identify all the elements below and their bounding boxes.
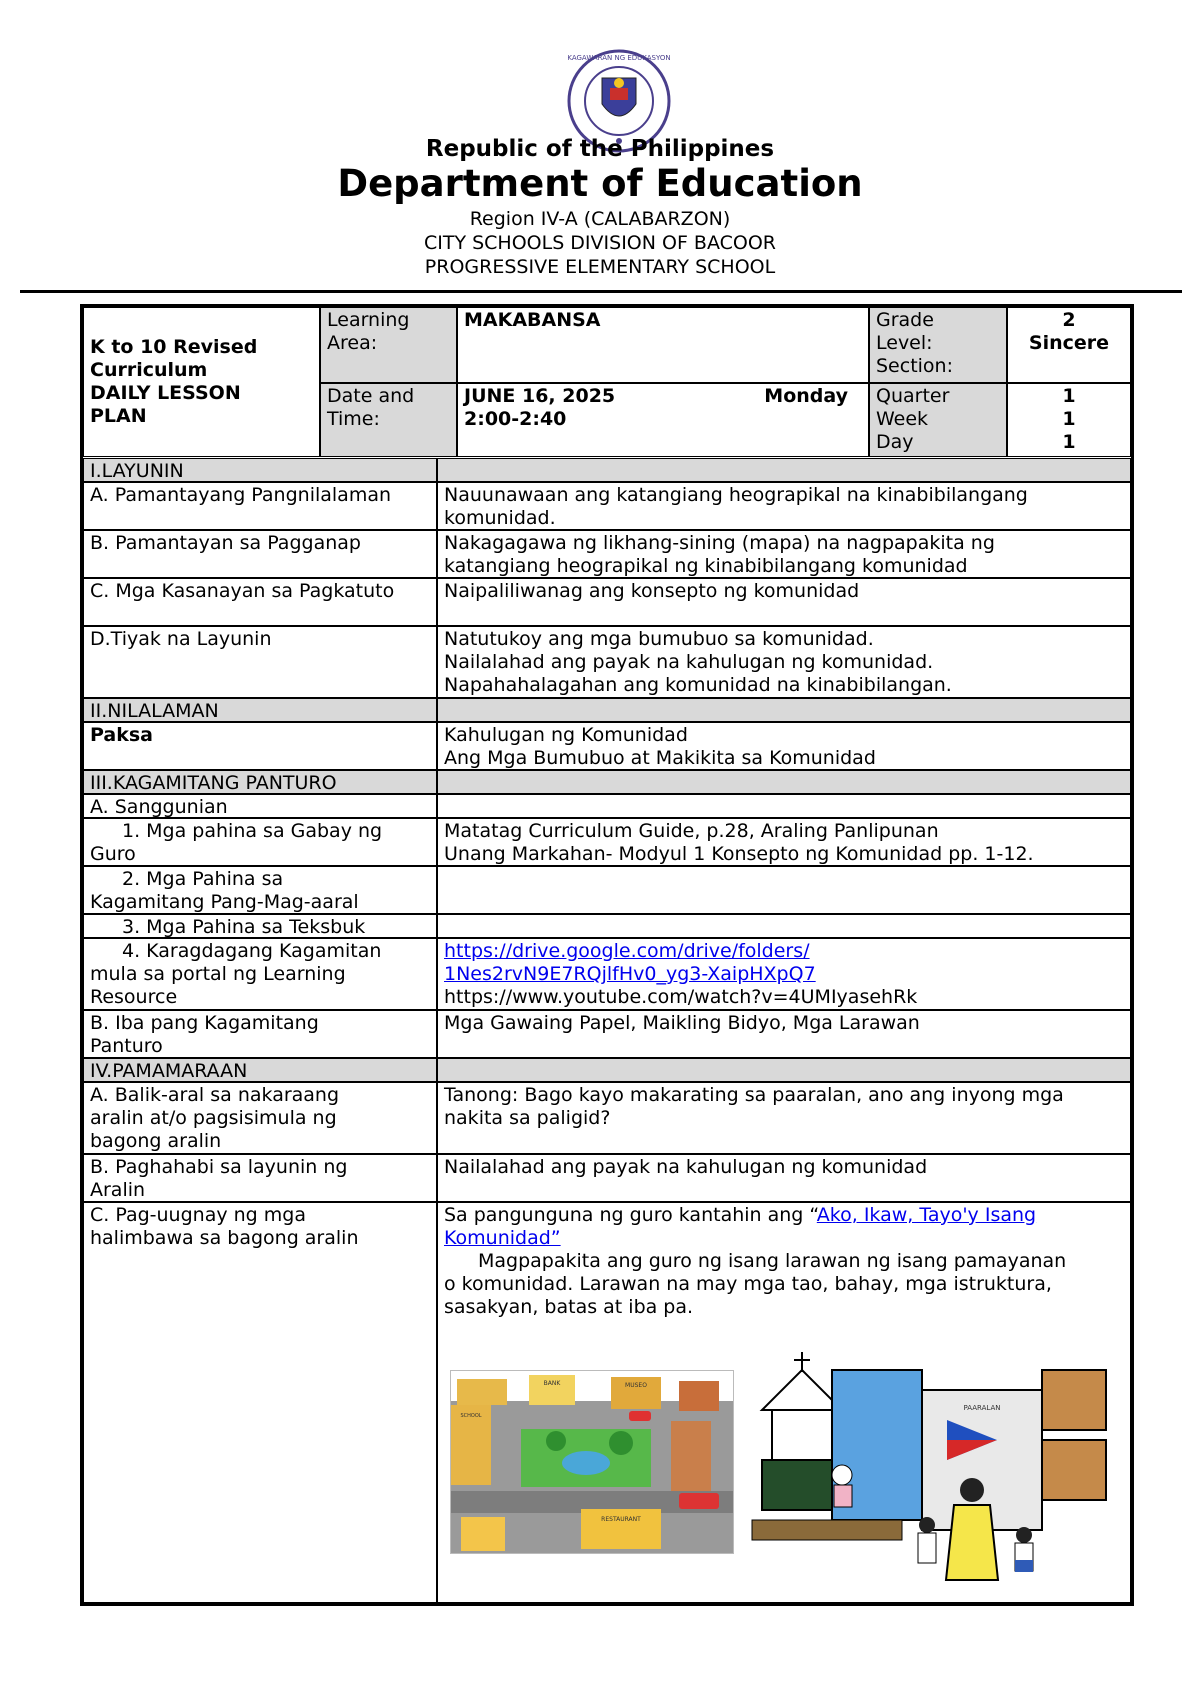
row-paghahabi-value: Nailalahad ang payak na kahulugan ng komunidad <box>437 1154 1131 1202</box>
row-pamantayang-value: Nauunawaan ang katangiang heograpikal na kinabibilangang komunidad. <box>437 482 1131 530</box>
school-title: PROGRESSIVE ELEMENTARY SCHOOL <box>424 256 776 278</box>
section-nilalaman: II.NILALAMAN <box>83 698 437 722</box>
svg-text:BANK: BANK <box>543 1380 561 1387</box>
learning-area-label: Learning Area: <box>320 307 457 383</box>
row-layunin-label: D.Tiyak na Layunin <box>83 626 437 698</box>
division-title: CITY SCHOOLS DIVISION OF BACOOR <box>423 232 777 254</box>
grade-value: 2 Sincere <box>1007 307 1131 383</box>
row-sanggunian-label: A. Sanggunian <box>83 794 437 818</box>
section-pamamaraan-blank <box>437 1058 1131 1082</box>
dlp-title-cell: K to 10 Revised Curriculum DAILY LESSON PLAN <box>83 307 320 457</box>
row-gabay-label: 1. Mga pahina sa Gabay ng Guro <box>83 818 437 866</box>
svg-text:KAGAWARAN NG EDUKASYON: KAGAWARAN NG EDUKASYON <box>567 54 671 62</box>
row-layunin-value: Natutukoy ang mga bumubuo sa komunidad. Nailalahad ang payak na kahulugan ng komunidad. Napahahalagahan ang komunidad na kinabibilangan. <box>437 626 1131 698</box>
row-paghahabi-label: B. Paghahabi sa layunin ng Aralin <box>83 1154 437 1202</box>
row-iba-label: B. Iba pang Kagamitang Panturo <box>83 1010 437 1058</box>
row-karagdagan-label: 4. Karagdagang Kagamitan mula sa portal ng Learning Resource <box>83 938 437 1010</box>
section-layunin: I.LAYUNIN <box>83 458 437 482</box>
row-kagamitang-value <box>437 866 1131 914</box>
republic-title: Republic of the Philippines <box>425 136 775 162</box>
quarter-value: 1 1 1 <box>1007 383 1131 457</box>
svg-text:SCHOOL: SCHOOL <box>460 1413 482 1419</box>
grade-label: Grade Level: Section: <box>869 307 1007 383</box>
row-kasanayan-value: Naipaliliwanag ang konsepto ng komunidad <box>437 578 1131 626</box>
drive-link[interactable]: https://drive.google.com/drive/folders/ <box>444 940 810 962</box>
date-label: Date and Time: <box>320 383 457 457</box>
drive-link-cont[interactable]: 1Nes2rvN9E7RQjlfHv0_yg3-XaipHXpQ7 <box>444 963 816 985</box>
svg-text:PAARALAN: PAARALAN <box>963 1404 1001 1412</box>
row-iba-value: Mga Gawaing Papel, Maikling Bidyo, Mga Larawan <box>437 1010 1131 1058</box>
region-title: Region IV-A (CALABARZON) <box>469 208 731 230</box>
row-kagamitang-label: 2. Mga Pahina sa Kagamitang Pang-Mag-aaral <box>83 866 437 914</box>
row-paksa-label: Paksa <box>83 722 437 770</box>
row-pagganap-label: B. Pamantayan sa Pagganap <box>83 530 437 578</box>
row-gabay-value: Matatag Curriculum Guide, p.28, Araling Panlipunan Unang Markahan- Modyul 1 Konsepto ng Komunidad pp. 1-12. <box>437 818 1131 866</box>
community-map-image <box>450 1370 734 1554</box>
youtube-link[interactable]: https://www.youtube.com/watch?v=4UMIyasehRk <box>444 986 918 1008</box>
section-pamamaraan: IV.PAMAMARAAN <box>83 1058 437 1082</box>
section-kagamitan: III.KAGAMITANG PANTURO <box>83 770 437 794</box>
row-pamantayang-label: A. Pamantayang Pangnilalaman <box>83 482 437 530</box>
section-nilalaman-blank <box>437 698 1131 722</box>
department-title: Department of Education <box>337 162 863 205</box>
quarter-label: Quarter Week Day <box>869 383 1007 457</box>
header-divider <box>20 290 1182 293</box>
school-community-image <box>742 1350 1118 1590</box>
row-teksbuk-label: 3. Mga Pahina sa Teksbuk <box>83 914 437 938</box>
section-kagamitan-blank <box>437 770 1131 794</box>
learning-area-value: MAKABANSA <box>457 307 869 383</box>
date-value: JUNE 16, 2025 Monday 2:00-2:40 <box>457 383 869 457</box>
row-balik-value: Tanong: Bago kayo makarating sa paaralan, ano ang inyong mga nakita sa paligid? <box>437 1082 1131 1154</box>
song-link[interactable]: Ako, Ikaw, Tayo'y Isang <box>816 1204 1037 1226</box>
row-teksbuk-value <box>437 914 1131 938</box>
row-paguugnay-value: Sa pangunguna ng guro kantahin ang “Ako, Ikaw, Tayo'y Isang Komunidad” Magpapakita ang guro ng isang larawan ng isang pamayanan o komunidad. Larawan na may mga tao, bahay, mga istruktura, sasakyan, batas at iba pa. <box>437 1202 1131 1603</box>
row-sanggunian-value <box>437 794 1131 818</box>
song-link-cont[interactable]: Komunidad” <box>444 1227 561 1249</box>
row-paguugnay-label: C. Pag-uugnay ng mga halimbawa sa bagong aralin <box>83 1202 437 1603</box>
svg-text:RESTAURANT: RESTAURANT <box>601 1516 641 1523</box>
svg-text:MUSEO: MUSEO <box>625 1382 647 1389</box>
row-pagganap-value: Nakagagawa ng likhang-sining (mapa) na nagpapakita ng katangiang heograpikal ng kinabibilangang komunidad <box>437 530 1131 578</box>
row-kasanayan-label: C. Mga Kasanayan sa Pagkatuto <box>83 578 437 626</box>
row-balik-label: A. Balik-aral sa nakaraang aralin at/o pagsisimula ng bagong aralin <box>83 1082 437 1154</box>
row-karagdagan-value <box>437 938 1131 1010</box>
row-paksa-value: Kahulugan ng Komunidad Ang Mga Bumubuo at Makikita sa Komunidad <box>437 722 1131 770</box>
section-layunin-blank <box>437 458 1131 482</box>
